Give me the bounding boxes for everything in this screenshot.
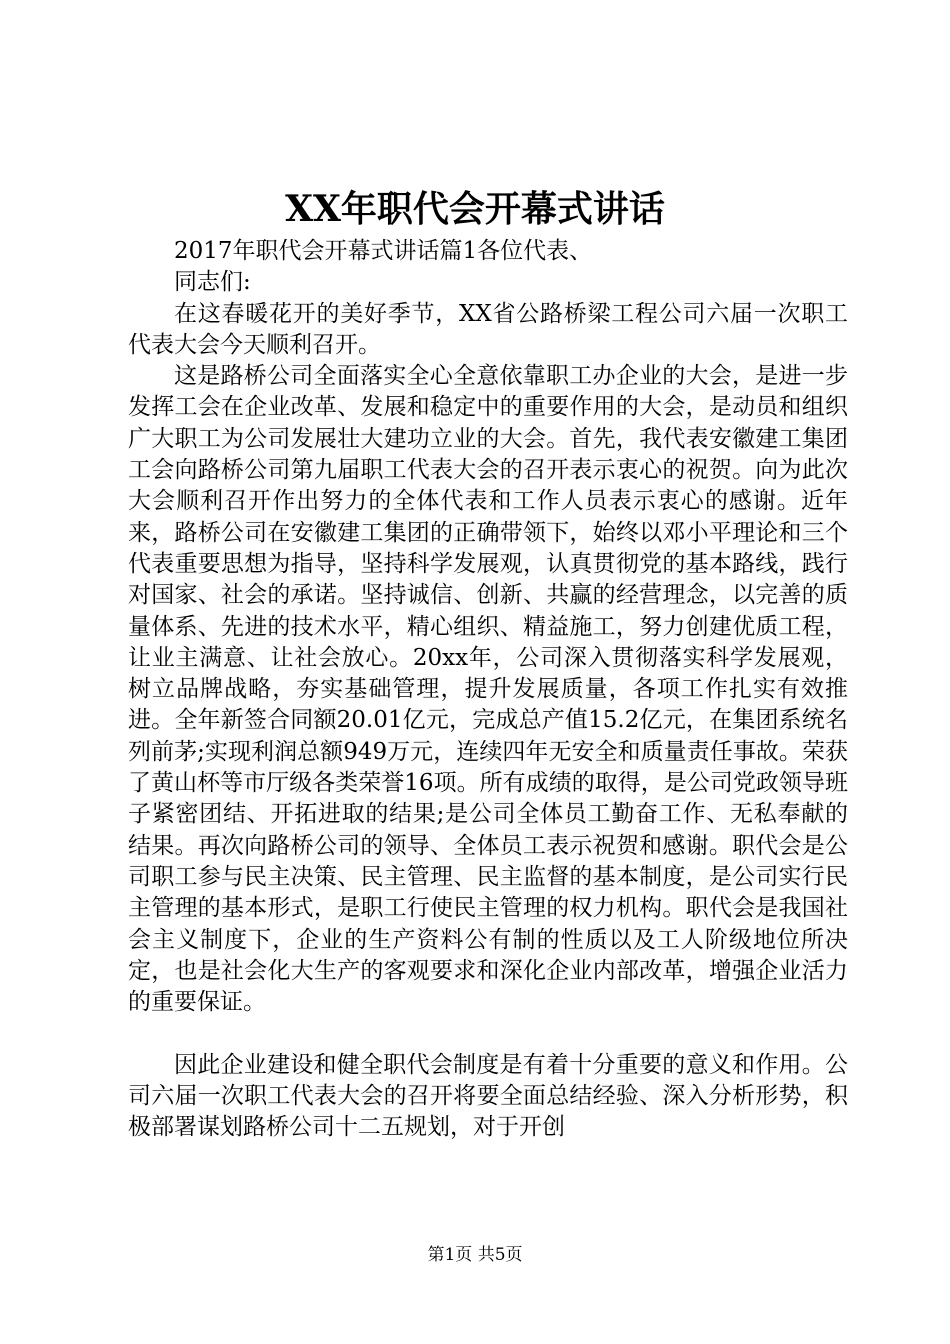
paragraph-main: 这是路桥公司全面落实全心全意依靠职工办企业的大会，是进一步发挥工会在企业改革、发展和稳定中的重要作用的大会，是动员和组织广大职工为公司发展壮大建功立业的大会。首先，我代表安徽建工集团工会向路桥公司第九届职工代表大会的召开表示衷心的祝贺。向为此次大会顺利召开作出努力的全体代表和工作人员表示衷心的感谢。近年来，路桥公司在安徽建工集团的正确带领下，始终以邓小平理论和三个代表重要思想为指导，坚持科学发展观，认真贯彻党的基本路线，践行对国家、社会的承诺。坚持诚信、创新、共赢的经营理念，以完善的质量体系、先进的技术水平，精心组织、精益施工，努力创建优质工程，让业主满意、让社会放心。20xx年，公司深入贯彻落实科学发展观，树立品牌战略，夯实基础管理，提升发展质量，各项工作扎实有效推进。全年新签合同额20.01亿元，完成总产值15.2亿元，在集团系统名列前茅;实现利润总额949万元，连续四年无安全和质量责任事故。荣获了黄山杯等市厅级各类荣誉16项。所有成绩的取得，是公司党政领导班子紧密团结、开拓进取的结果;是公司全体员工勤奋工作、无私奉献的结果。再次向路桥公司的领导、全体员工表示祝贺和感谢。职代会是公司职工参与民主决策、民主管理、民主监督的基本制度，是公司实行民主管理的基本形式，是职工行使民主管理的权力机构。职代会是我国社会主义制度下，企业的生产资料公有制的性质以及工人阶级地位所决定，也是社会化大生产的客观要求和深化企业内部改革，增强企业活力的重要保证。 [128, 363, 848, 1016]
paragraph-intro: 在这春暖花开的美好季节，XX省公路桥梁工程公司六届一次职工代表大会今天顺利召开。 [128, 300, 848, 358]
page-footer: 第1页 共5页 [427, 1245, 523, 1265]
document-title: XX年职代会开幕式讲话 [285, 188, 665, 230]
document-body [128, 236, 848, 1144]
paragraph-salutation: 同志们: [174, 269, 251, 296]
paragraph-opening: 2017年职代会开幕式讲话篇1各位代表、 [174, 238, 593, 264]
paragraph-continuation: 因此企业建设和健全职代会制度是有着十分重要的意义和作用。公司六届一次职工代表大会的召开将要全面总结经验、深入分析形势，积极部署谋划路桥公司十二五规划，对于开创 [128, 1051, 848, 1141]
